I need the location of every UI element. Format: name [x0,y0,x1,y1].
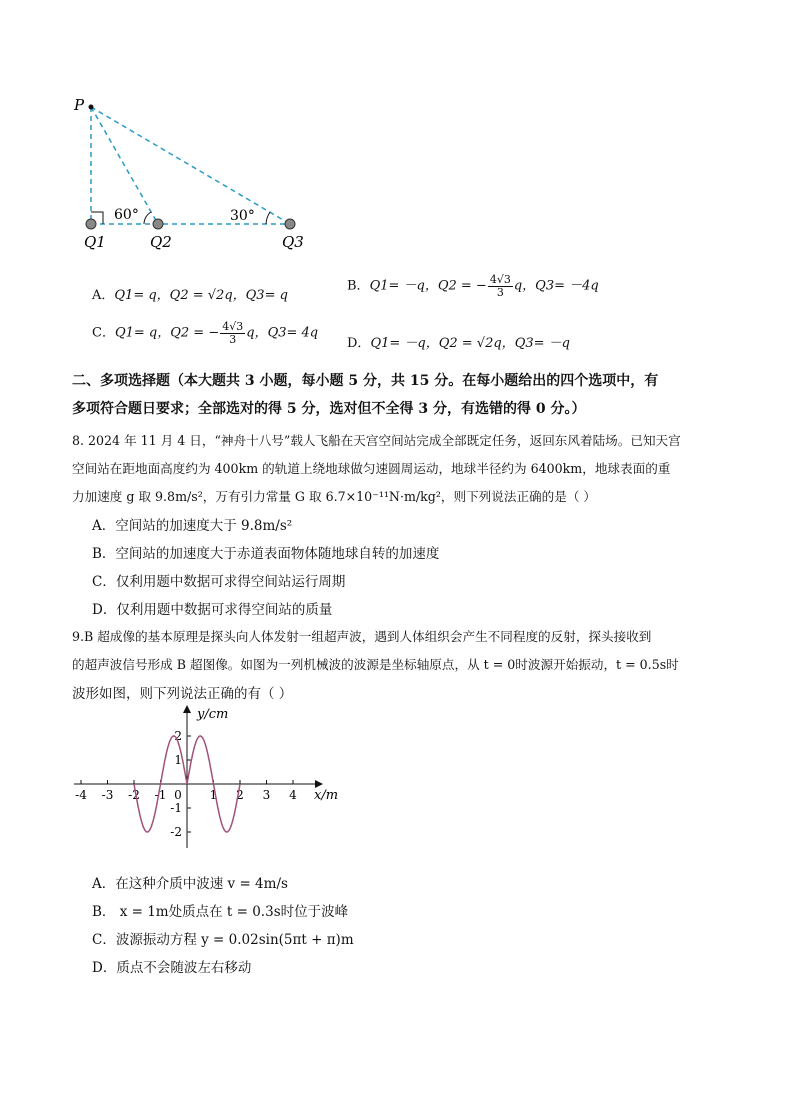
x-tick-label: -2 [128,788,140,802]
angle-30-arc [266,212,270,224]
angle-60-arc [144,212,151,224]
label-30: 30° [230,208,255,224]
charge-triangle-figure [60,90,320,260]
q8-option-d[interactable]: D．仅利用题中数据可求得空间站的质量 [92,602,333,618]
q8-option-a[interactable]: A．空间站的加速度大于 9.8m/s² [92,518,293,534]
q8-option-c[interactable]: C．仅利用题中数据可求得空间站运行周期 [92,574,346,590]
q7-option-d[interactable]: D．Q1= －q，Q2 = √2q，Q3= －q [347,336,570,351]
y-tick-label: -2 [170,825,182,839]
x-axis-label: x/m [314,788,339,803]
y-tick-label: -1 [170,801,182,815]
q7-option-c[interactable]: C．Q1= q，Q2 = − $\frac{4√3}{3}$ q，Q3= 4q [92,320,319,346]
y-tick-label: 1 [174,753,182,767]
x-tick-label: 4 [289,788,297,802]
point-p [89,105,94,110]
charge-q1 [86,219,96,229]
q8-stem-line1: 8. 2024 年 11 月 4 日，“神舟十八号”载人飞船在天宫空间站完成全部既定任务，返回东风着陆场。已知天宫 [72,433,681,448]
x-tick-label: 0 [174,788,182,802]
x-tick-label: -1 [154,788,167,802]
q8-stem-line3: 力加速度 g 取 9.8m/s²，万有引力常量 G 取 6.7×10⁻¹¹N·m/kg²，则下列说法正确的是（ ） [72,489,597,504]
fraction: $\frac{4√3}{3}$ [222,320,244,346]
fraction: $\frac{4√3}{3}$ [489,273,511,299]
section2-heading-line1: 二、多项选择题（本大题共 3 小题，每小题 5 分，共 15 分。在每小题给出的四个选项中，有 [72,373,659,389]
x-tick-label: -4 [75,788,87,802]
x-tick-label: 2 [236,788,244,802]
q8-option-b[interactable]: B．空间站的加速度大于赤道表面物体随地球自转的加速度 [92,546,440,562]
label-60: 60° [114,207,139,223]
x-tick-label: 3 [262,788,271,802]
label-q3: Q3 [282,233,304,251]
q7-option-b[interactable]: B．Q1= －q，Q2 = − $\frac{4√3}{3}$ q，Q3= －4q [347,273,599,299]
q9-option-a[interactable]: A．在这种介质中波速 v = 4m/s [92,876,288,892]
label-q1: Q1 [84,233,106,251]
charge-q3 [285,219,295,229]
y-axis-label: y/cm [197,707,229,722]
q9-option-b[interactable]: B． x = 1m处质点在 t = 0.3s时位于波峰 [92,904,349,920]
x-tick-label: 1 [209,788,218,802]
section2-heading-line2: 多项符合题日要求；全部选对的得 5 分，选对但不全得 3 分，有选错的得 0 分。） [72,401,586,417]
q9-stem-line3: 波形如图，则下列说法正确的有（ ） [72,686,293,702]
label-p: P [74,96,85,114]
q8-stem-line2: 空间站在距地面高度约为 400km 的轨道上绕地球做匀速圆周运动，地球半径约为 6400km，地球表面的重 [72,461,671,476]
x-tick-label: -3 [101,788,114,802]
q7-option-a[interactable]: A．Q1= q，Q2 = √2q，Q3= q [92,288,288,303]
q9-option-c[interactable]: C．波源振动方程 y = 0.02sin(5πt + π)m [92,932,354,948]
q9-stem-line2: 的超声波信号形成 B 超图像。如图为一列机械波的波源是坐标轴原点，从 t = 0时波源开始振动，t = 0.5s时 [72,657,679,672]
q9-option-d[interactable]: D．质点不会随波左右移动 [92,960,252,976]
wave-graph [64,700,354,860]
label-q2: Q2 [150,233,172,251]
y-tick-label: 2 [174,729,182,743]
q9-stem-line1: 9.B 超成像的基本原理是探头向人体发射一组超声波，遇到人体组织会产生不同程度的反射，探头接收到 [72,629,652,644]
charge-q2 [153,219,163,229]
